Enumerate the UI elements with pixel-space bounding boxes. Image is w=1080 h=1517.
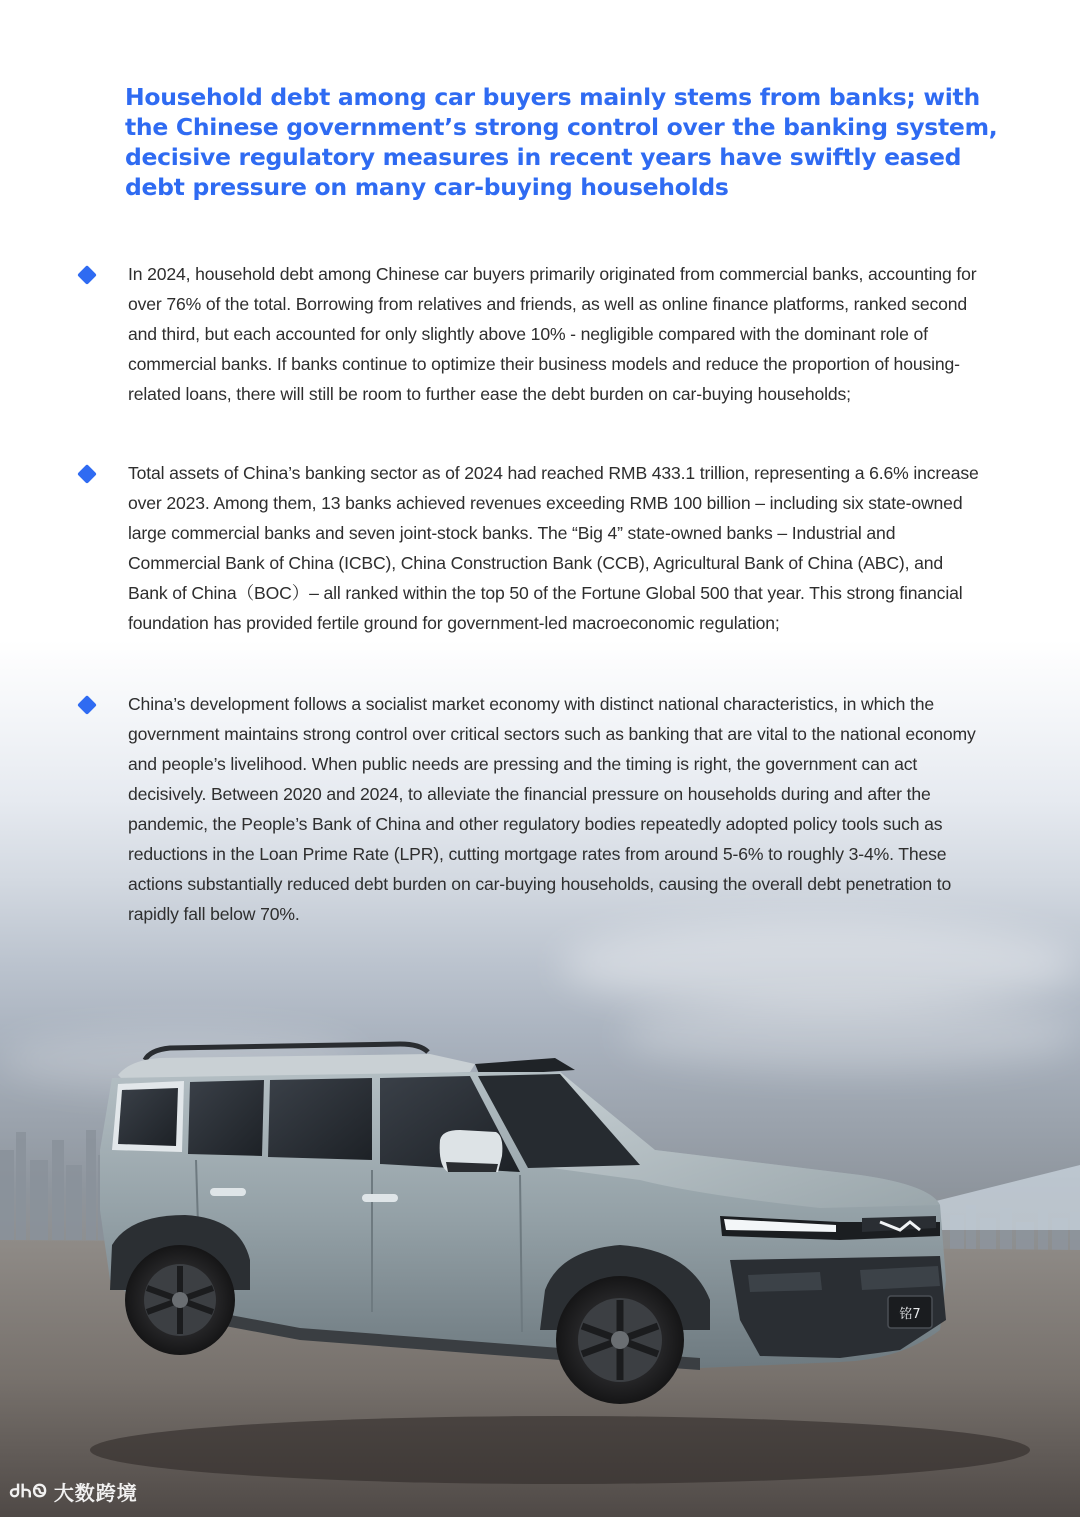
brand-logo-text: 大数跨境 <box>53 1480 138 1505</box>
suv-photo <box>0 960 1080 1517</box>
brand-logo <box>10 1474 138 1508</box>
bullet-diamond-icon <box>77 464 97 484</box>
section-heading: Household debt among car buyers mainly stems from banks; with the Chinese government’s strong control over the banking system, decisive regulatory measures in recent years have swiftly eased debt pressure on many car-buying households <box>125 83 998 201</box>
bullet-diamond-icon <box>77 265 97 285</box>
bullet-paragraph-1: In 2024, household debt among Chinese car buyers primarily originated from commercial banks, accounting for over 76% of the total. Borrowing from relatives and friends, as well as online finance platforms, ranked second and third, but each accounted for only slightly above 10% - negligible compared with the dominant role of commercial banks. If banks continue to optimize their business models and reduce the proportion of housing-related loans, there will still be room to further ease the debt burden on car-buying households; <box>128 264 977 404</box>
bullet-paragraph-3: China’s development follows a socialist market economy with distinct national characteristics, in which the government maintains strong control over critical sectors such as banking that are vital to the national economy and people’s livelihood. When public needs are pressing and the timing is right, the government can act decisively. Between 2020 and 2024, to alleviate the financial pressure on households during and after the pandemic, the People’s Bank of China and other regulatory bodies repeatedly adopted policy tools such as reductions in the Loan Prime Rate (LPR), cutting mortgage rates from around 5-6% to roughly 3-4%. These actions substantially reduced debt burden on car-buying households, causing the overall debt penetration to rapidly fall below 70%. <box>128 694 976 924</box>
bullet-paragraph-2: Total assets of China’s banking sector as of 2024 had reached RMB 433.1 trillion, representing a 6.6% increase over 2023. Among them, 13 banks achieved revenues exceeding RMB 100 billion – including six state-owned large commercial banks and seven joint-stock banks. The “Big 4” state-owned banks – Industrial and Commercial Bank of China (ICBC), China Construction Bank (CCB), Agricultural Bank of China (ABC), and Bank of China（BOC）– all ranked within the top 50 of the Fortune Global 500 that year. This strong financial foundation has provided fertile ground for government-led macroeconomic regulation; <box>128 463 979 633</box>
brand-logo-mark: ᏧᏂᏫ <box>10 1480 48 1502</box>
license-plate-text: 铭7 <box>899 1307 921 1322</box>
bullet-diamond-icon <box>77 695 97 715</box>
city-skyline <box>0 1130 112 1240</box>
